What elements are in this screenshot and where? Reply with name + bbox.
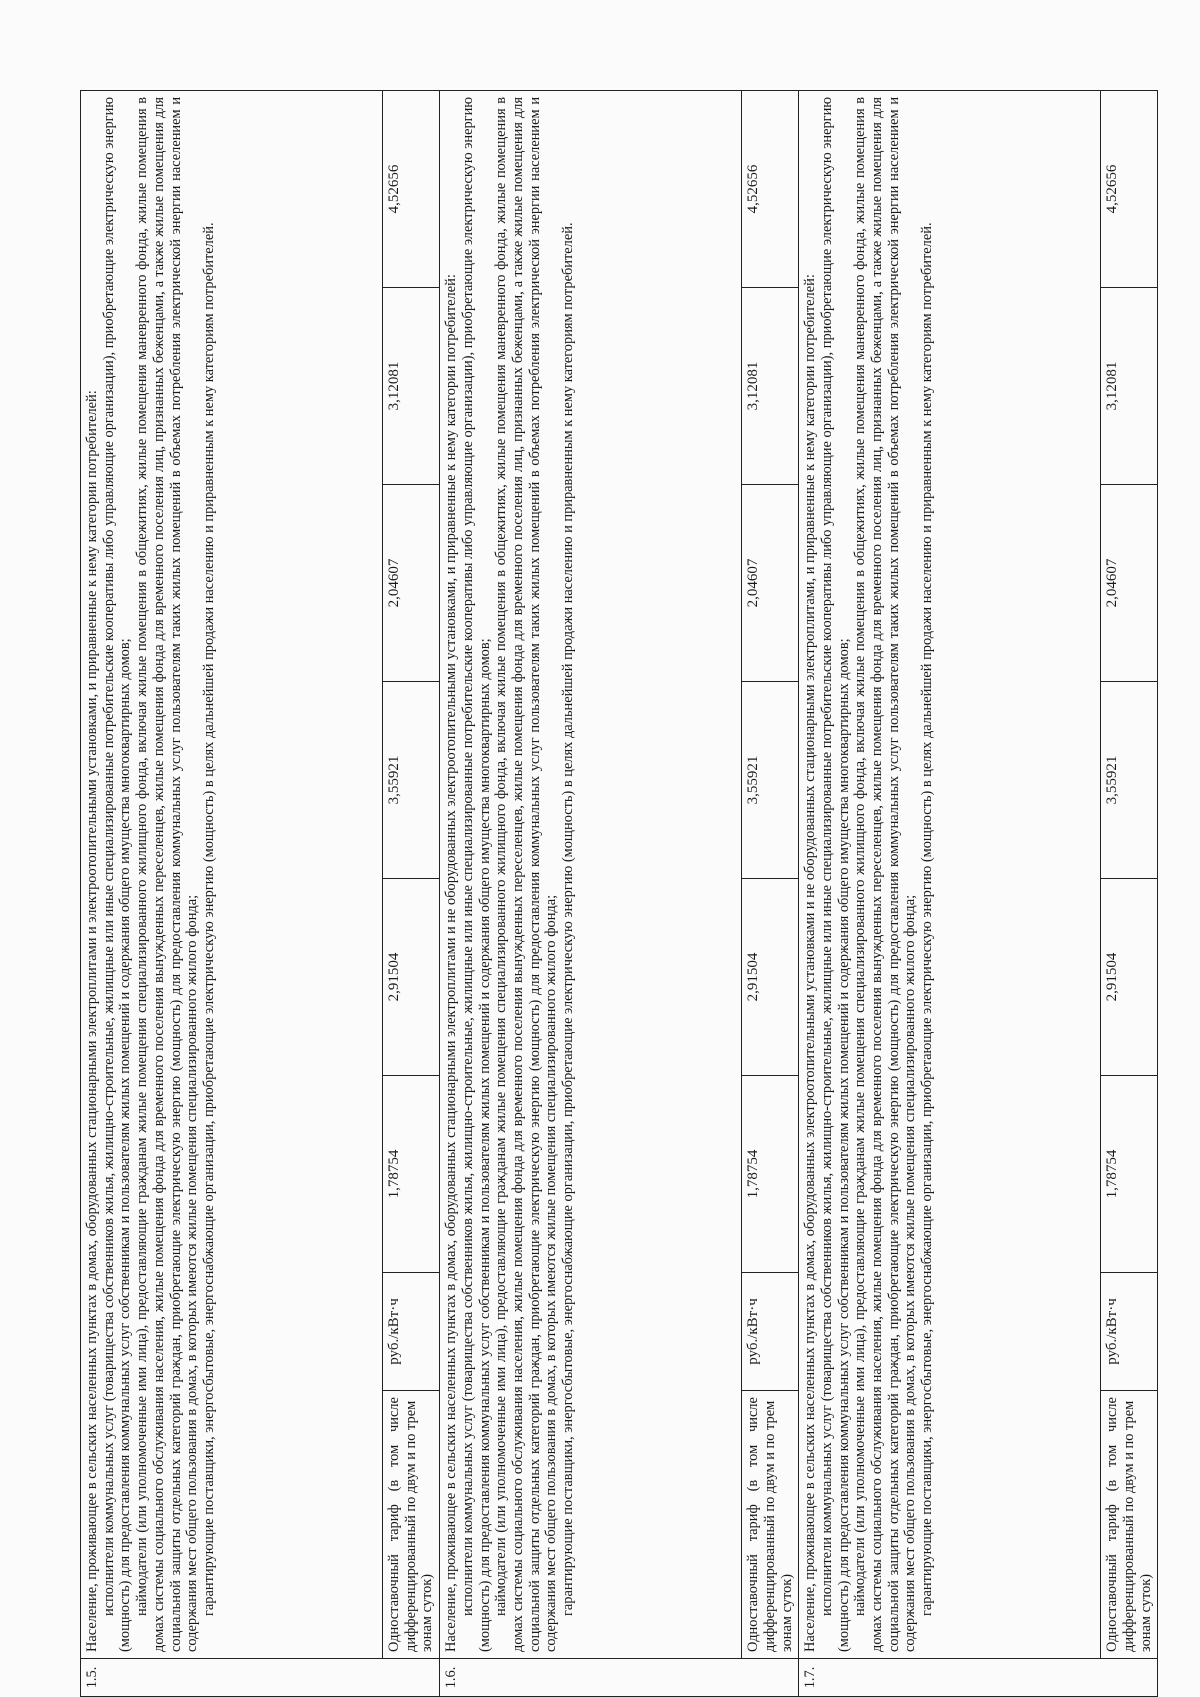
tariff-row xyxy=(1101,90,1158,1696)
tariff-name xyxy=(1101,1391,1158,1659)
tariff-name-line2: дифференцированный по двум и по трем зонам суток) xyxy=(402,1400,436,1652)
section-number: 1.6. xyxy=(440,1659,799,1697)
section-description xyxy=(81,90,383,1658)
section-text-row xyxy=(799,90,1101,1696)
tariff-name-word: том xyxy=(745,1444,762,1467)
tariff-value: 2,91504 xyxy=(742,879,799,1076)
section-paragraph: гарантирующие поставщики, энергосбытовые, энергоснабжающие организации, приобретающие электрическую энергию (мощность) в целях дальнейшей продажи населению и приравненным к нему категориям потребителей. xyxy=(200,222,217,1616)
tariff-name-word: числе xyxy=(386,1397,402,1432)
tariff-value: 4,52656 xyxy=(1101,90,1158,287)
section-paragraph: гарантирующие поставщики, энергосбытовые, энергоснабжающие организации, приобретающие электрическую энергию (мощность) в целях дальнейшей продажи населению и приравненным к нему категориям потребителей. xyxy=(919,222,936,1616)
tariff-name-word: том xyxy=(386,1444,402,1467)
section-paragraph: наймодатели (или уполномоченные ими лица), предоставляющие гражданам жилые помещения специализированного жилищного фонда, включая жилые помещения в общежитиях, жилые помещения маневренного фонда, жилые помещения в домах системы социального обслуживания населения, жилые помещения фонда для временного поселения вынужденных переселенцев, жилые помещения фонда для временного поселения лиц, признанных беженцами, а также жилые помещения для социальной защиты отдельных категорий граждан, приобретающие электрическую энергию (мощность) для предоставления коммунальных услуг пользователям таких жилых помещений в объемах потребления электрической энергии населением и содержания мест общего пользования в домах, в которых имеются жилые помещения специализированного жилого фонда; xyxy=(134,96,201,1652)
section-paragraph: гарантирующие поставщики, энергосбытовые, энергоснабжающие организации, приобретающие электрическую энергию (мощность) в целях дальнейшей продажи населению и приравненным к нему категориям потребителей. xyxy=(560,222,577,1616)
section-description xyxy=(799,90,1101,1658)
tariff-value: 2,04607 xyxy=(1101,485,1158,682)
section-paragraph: исполнители коммунальных услуг (товарищества собственников жилья, жилищно-строительные, жилищные или иные специализированные потребительские кооперативы либо управляющие организации), приобретающие электрическую энергию (мощность) для предоставления коммунальных услуг собственникам и пользователям жилых помещений и содержания общего имущества многоквартирных домов; xyxy=(818,96,852,1652)
tariff-name-word: (в xyxy=(745,1479,762,1492)
tariff-name-line2: дифференцированный по двум и по трем зонам суток) xyxy=(761,1400,795,1652)
tariff-table xyxy=(80,90,1158,1697)
tariff-value: 4,52656 xyxy=(742,90,799,287)
tariff-value: 1,78754 xyxy=(742,1076,799,1273)
tariff-name-word: (в xyxy=(386,1479,402,1492)
tariff-name-word: тариф xyxy=(386,1504,402,1542)
tariff-name-line1 xyxy=(386,1397,403,1652)
section-heading: Население, проживающее в сельских населенных пунктах в домах, оборудованных стационарными электроплитами и электроотопительными установками, и приравненные к нему категории потребителей: xyxy=(84,390,100,1652)
section-heading: Население, проживающее в сельских населенных пунктах в домах, оборудованных электроотопительными установками и не оборудованных стационарными электроплитами, и приравненные к нему категории потребителей: xyxy=(802,274,819,1652)
tariff-name-line1 xyxy=(1104,1397,1121,1652)
tariff-name-word: Одноставочный xyxy=(745,1554,762,1652)
tariff-value: 2,04607 xyxy=(383,485,440,682)
tariff-value: 4,52656 xyxy=(383,90,440,287)
tariff-row xyxy=(383,90,440,1696)
tariff-name xyxy=(742,1391,799,1659)
tariff-unit: руб./кВт·ч xyxy=(1101,1273,1158,1391)
tariff-name-word: Одноставочный xyxy=(386,1554,402,1652)
section-paragraph: наймодатели (или уполномоченные ими лица), предоставляющие гражданам жилые помещения специализированного жилищного фонда, включая жилые помещения в общежитиях, жилые помещения маневренного фонда, жилые помещения в домах системы социального обслуживания населения, жилые помещения фонда для временного поселения вынужденных переселенцев, жилые помещения фонда для временного поселения лиц, признанных беженцами, а также жилые помещения для социальной защиты отдельных категорий граждан, приобретающие электрическую энергию (мощность) для предоставления коммунальных услуг пользователям таких жилых помещений в объемах потребления электрической энергии населением и содержания мест общего пользования в домах, в которых имеются жилые помещения специализированного жилого фонда; xyxy=(852,96,919,1652)
rotated-page xyxy=(80,91,1154,1697)
tariff-value: 3,12081 xyxy=(1101,288,1158,485)
section-number: 1.5. xyxy=(81,1659,440,1697)
tariff-value: 3,12081 xyxy=(742,288,799,485)
tariff-name-word: том xyxy=(1104,1444,1121,1467)
tariff-row xyxy=(742,90,799,1696)
tariff-name-word: тариф xyxy=(745,1504,762,1542)
section-number: 1.7. xyxy=(799,1659,1158,1697)
tariff-value: 1,78754 xyxy=(383,1076,440,1273)
tariff-name-word: тариф xyxy=(1104,1504,1121,1542)
page-content xyxy=(80,91,1154,1697)
tariff-name-line2: дифференцированный по двум и по трем зонам суток) xyxy=(1120,1400,1154,1652)
tariff-name-word: числе xyxy=(1104,1397,1121,1432)
tariff-value: 3,55921 xyxy=(383,682,440,879)
tariff-name-word: (в xyxy=(1104,1479,1121,1492)
section-paragraph: исполнители коммунальных услуг (товарищества собственников жилья, жилищно-строительные, жилищные или иные специализированные потребительские кооперативы либо управляющие организации), приобретающие электрическую энергию (мощность) для предоставления коммунальных услуг собственникам и пользователям жилых помещений и содержания общего имущества многоквартирных домов; xyxy=(100,96,134,1652)
section-paragraph: исполнители коммунальных услуг (товарищества собственников жилья, жилищно-строительные, жилищные или иные специализированные потребительские кооперативы либо управляющие организации), приобретающие электрическую энергию (мощность) для предоставления коммунальных услуг собственникам и пользователям жилых помещений и содержания общего имущества многоквартирных домов; xyxy=(459,96,493,1652)
tariff-name-word: числе xyxy=(745,1397,762,1432)
tariff-name-line1 xyxy=(745,1397,762,1652)
tariff-value: 3,12081 xyxy=(383,288,440,485)
section-paragraph: наймодатели (или уполномоченные ими лица), предоставляющие гражданам жилые помещения специализированного жилищного фонда, включая жилые помещения в общежитиях, жилые помещения маневренного фонда, жилые помещения в домах системы социального обслуживания населения, жилые помещения фонда для временного поселения вынужденных переселенцев, жилые помещения фонда для временного поселения лиц, признанных беженцами, а также жилые помещения для социальной защиты отдельных категорий граждан, приобретающие электрическую энергию (мощность) для предоставления коммунальных услуг пользователям таких жилых помещений в объемах потребления электрической энергии населением и содержания мест общего пользования в домах, в которых имеются жилые помещения специализированного жилого фонда; xyxy=(493,96,560,1652)
tariff-value: 2,04607 xyxy=(742,485,799,682)
section-heading: Население, проживающее в сельских населенных пунктах в домах, оборудованных стационарными электроплитами и не оборудованных электроотопительными установками, и приравненные к нему категории потребителей: xyxy=(443,274,460,1652)
tariff-name xyxy=(383,1391,440,1659)
tariff-unit: руб./кВт·ч xyxy=(383,1273,440,1391)
tariff-value: 1,78754 xyxy=(1101,1076,1158,1273)
tariff-value: 2,91504 xyxy=(1101,879,1158,1076)
section-text-row xyxy=(81,90,383,1696)
tariff-value: 3,55921 xyxy=(742,682,799,879)
section-description xyxy=(440,90,742,1658)
tariff-value: 2,91504 xyxy=(383,879,440,1076)
section-text-row xyxy=(440,90,742,1696)
tariff-value: 3,55921 xyxy=(1101,682,1158,879)
tariff-unit: руб./кВт·ч xyxy=(742,1273,799,1391)
tariff-name-word: Одноставочный xyxy=(1104,1554,1121,1652)
